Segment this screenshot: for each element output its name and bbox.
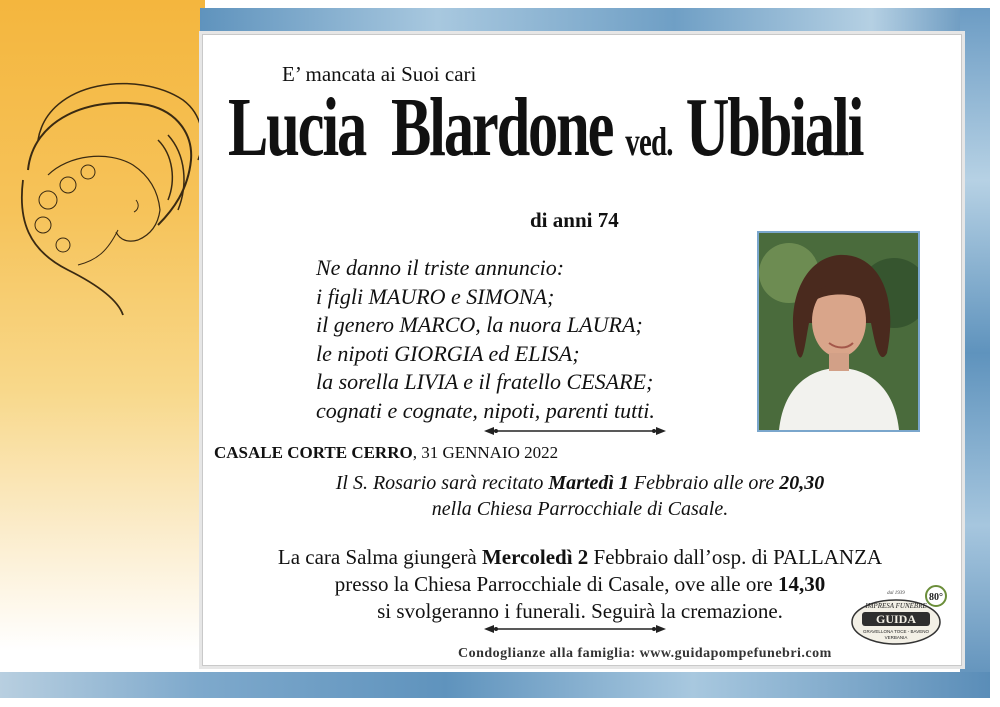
age-line: di anni 74 bbox=[530, 208, 619, 232]
logo-brand: GUIDA bbox=[875, 612, 917, 626]
logo-top: IMPRESA FUNEBRE bbox=[865, 602, 927, 610]
first-name: Lucia bbox=[228, 81, 366, 174]
frame-right-border bbox=[960, 8, 990, 698]
gold-side-panel bbox=[0, 0, 205, 707]
date: , 31 GENNAIO 2022 bbox=[412, 443, 559, 462]
mourner-line: Ne danno il triste annuncio: bbox=[316, 255, 565, 280]
funeral-closing: si svolgeranno i funerali. Seguirà la cremazione. bbox=[377, 599, 783, 623]
funeral-text: La cara Salma giungerà bbox=[277, 545, 482, 569]
deceased-name bbox=[228, 81, 863, 174]
ornamental-divider-bottom bbox=[484, 622, 666, 636]
widow-marker: ved. bbox=[625, 119, 673, 164]
logo-bottom: GRAVELLONA TOCE - BAVENO bbox=[863, 629, 929, 634]
mourner-line: cognati e cognate, nipoti, parenti tutti. bbox=[316, 397, 655, 423]
funeral-home-logo bbox=[848, 584, 948, 648]
rosary-day: Martedì 1 bbox=[548, 472, 629, 494]
surname: Blardone bbox=[390, 81, 613, 174]
funeral-text: presso la Chiesa Parrocchiale di Casale, ove alle ore bbox=[334, 572, 778, 596]
rosary-text: Febbraio alle ore bbox=[628, 472, 780, 494]
place-date bbox=[214, 443, 558, 463]
portrait-photo bbox=[757, 231, 920, 432]
mourner-line: i figli MAURO e SIMONA; bbox=[316, 283, 555, 309]
rosary-time: 20,30 bbox=[779, 472, 825, 494]
married-name: Ubbiali bbox=[685, 81, 863, 174]
mourner-line: la sorella LIVIA e il fratello CESARE; bbox=[316, 369, 654, 394]
funeral-day: Mercoledì 2 bbox=[481, 545, 589, 569]
frame-top-border bbox=[200, 8, 990, 34]
funeral-time: 14,30 bbox=[777, 572, 826, 596]
place: CASALE CORTE CERRO bbox=[214, 443, 413, 462]
intro-line: E’ mancata ai Suoi cari bbox=[282, 62, 477, 86]
mourners-list bbox=[316, 254, 655, 425]
condolences-footer: Condoglianze alla famiglia: www.guidapompefunebri.com bbox=[458, 646, 832, 661]
rosary-text: Il S. Rosario sarà recitato bbox=[335, 472, 549, 494]
frame-bottom-border bbox=[0, 672, 990, 698]
ornamental-divider-top bbox=[484, 424, 666, 438]
funeral-text: Febbraio dall’osp. di PALLANZA bbox=[588, 545, 883, 569]
logo-anniversary: 80° bbox=[929, 592, 943, 603]
madonna-illustration bbox=[8, 60, 208, 320]
mourner-line: le nipoti GIORGIA ed ELISA; bbox=[316, 340, 580, 366]
funeral-info bbox=[210, 544, 950, 625]
rosary-info bbox=[230, 470, 930, 522]
logo-since: dal 1939 bbox=[887, 591, 905, 596]
rosary-location: nella Chiesa Parrocchiale di Casale. bbox=[431, 498, 729, 520]
logo-city: VERBANIA bbox=[884, 635, 908, 640]
mourner-line: il genero MARCO, la nuora LAURA; bbox=[316, 312, 643, 337]
